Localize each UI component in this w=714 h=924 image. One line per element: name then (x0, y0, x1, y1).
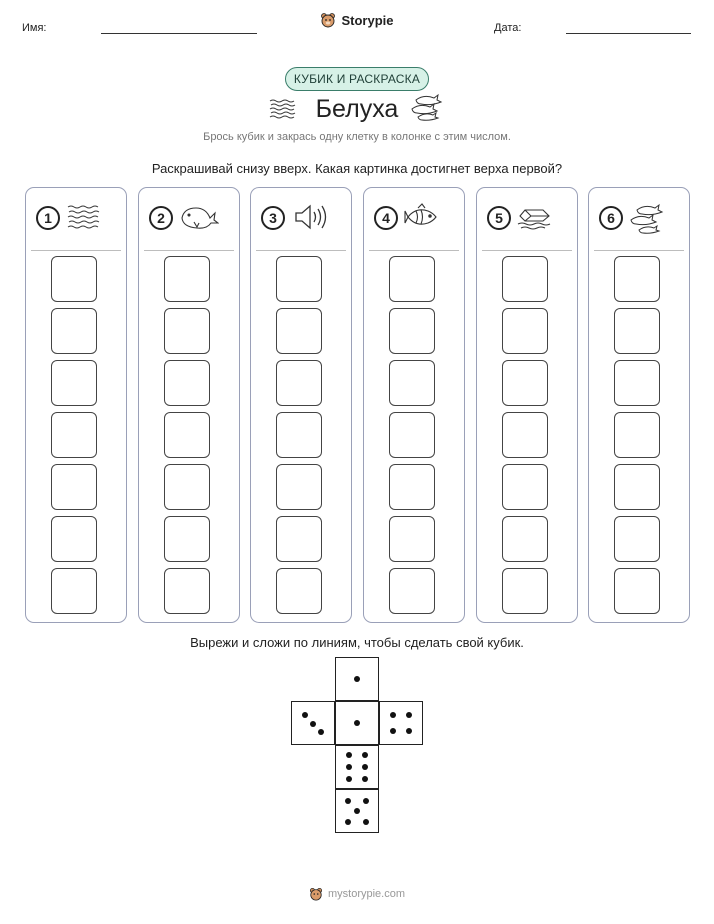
column-number: 1 (36, 206, 60, 230)
column-divider (594, 250, 684, 251)
coloring-cell[interactable] (502, 568, 548, 614)
column-header (477, 188, 577, 250)
coloring-cells (389, 256, 435, 620)
beluga-pod-icon (410, 92, 446, 122)
arctic-water-icon (66, 202, 106, 234)
column-header (139, 188, 239, 250)
coloring-cell[interactable] (389, 412, 435, 458)
coloring-cell[interactable] (164, 256, 210, 302)
coloring-cell[interactable] (51, 412, 97, 458)
die-pip (345, 798, 351, 804)
beluga-pod-icon (629, 202, 669, 234)
coloring-cell[interactable] (276, 568, 322, 614)
die-pip (345, 819, 351, 825)
coloring-cell[interactable] (164, 308, 210, 354)
die-pip (362, 752, 368, 758)
coloring-cell[interactable] (164, 568, 210, 614)
die-pip (354, 720, 360, 726)
instruction-text: Раскрашивай снизу вверх. Какая картинка достигнет верха первой? (151, 161, 563, 176)
column-divider (144, 250, 234, 251)
die-face-below (335, 745, 379, 789)
column-1 (25, 187, 127, 623)
coloring-cell[interactable] (389, 360, 435, 406)
column-number: 5 (487, 206, 511, 230)
coloring-cell[interactable] (276, 464, 322, 510)
die-pip (318, 729, 324, 735)
ice-floe-icon (517, 202, 557, 234)
coloring-cell[interactable] (614, 568, 660, 614)
coloring-cell[interactable] (389, 516, 435, 562)
die-pip (346, 752, 352, 758)
coloring-cell[interactable] (614, 516, 660, 562)
coloring-cell[interactable] (502, 516, 548, 562)
column-2 (138, 187, 240, 623)
die-pip (362, 776, 368, 782)
die-pip (346, 764, 352, 770)
column-header (364, 188, 464, 250)
column-3 (250, 187, 352, 623)
column-divider (31, 250, 121, 251)
die-face-left (291, 701, 335, 745)
die-pip (354, 676, 360, 682)
die-pip (406, 728, 412, 734)
coloring-cells (502, 256, 548, 620)
column-5 (476, 187, 578, 623)
die-pip (346, 776, 352, 782)
column-divider (482, 250, 572, 251)
name-line (101, 33, 257, 34)
coloring-cell[interactable] (389, 464, 435, 510)
page-title: Белуха (315, 95, 399, 123)
column-header (251, 188, 351, 250)
die-pip (363, 819, 369, 825)
category-badge: КУБИК И РАСКРАСКА (285, 67, 429, 91)
coloring-cells (164, 256, 210, 620)
die-pip (310, 721, 316, 727)
column-number: 4 (374, 206, 398, 230)
coloring-cell[interactable] (614, 256, 660, 302)
coloring-cell[interactable] (614, 360, 660, 406)
column-number: 2 (149, 206, 173, 230)
coloring-cell[interactable] (164, 360, 210, 406)
coloring-cell[interactable] (276, 516, 322, 562)
die-face-center (335, 701, 379, 745)
die-pip (390, 728, 396, 734)
date-line (566, 33, 691, 34)
column-header (26, 188, 126, 250)
coloring-cell[interactable] (502, 360, 548, 406)
die-pip (406, 712, 412, 718)
coloring-cell[interactable] (164, 412, 210, 458)
column-number: 6 (599, 206, 623, 230)
coloring-cell[interactable] (502, 256, 548, 302)
date-label: Дата: (494, 22, 522, 34)
die-face-right (379, 701, 423, 745)
subtitle: Брось кубик и закрась одну клетку в колонке с этим числом. (203, 131, 511, 143)
footer-url: mystorypie.com (327, 888, 406, 900)
brand-name: Storypie (341, 12, 394, 28)
column-divider (256, 250, 346, 251)
coloring-cell[interactable] (389, 256, 435, 302)
die-pip (363, 798, 369, 804)
sound-icon (291, 202, 331, 234)
die-face-bottom (335, 789, 379, 833)
cut-instruction-text: Вырежи и сложи по линиям, чтобы сделать свой кубик. (190, 635, 524, 650)
coloring-cell[interactable] (276, 256, 322, 302)
coloring-cell[interactable] (51, 256, 97, 302)
die-pip (390, 712, 396, 718)
column-6 (588, 187, 690, 623)
coloring-cell[interactable] (51, 568, 97, 614)
bear-icon (320, 12, 336, 28)
fish-icon (404, 202, 444, 234)
coloring-cell[interactable] (51, 464, 97, 510)
coloring-cell[interactable] (614, 464, 660, 510)
coloring-cell[interactable] (276, 308, 322, 354)
name-label: Имя: (22, 22, 47, 34)
coloring-cells (614, 256, 660, 620)
column-4 (363, 187, 465, 623)
coloring-cells (276, 256, 322, 620)
footer (0, 887, 714, 901)
coloring-cell[interactable] (614, 412, 660, 458)
column-header (589, 188, 689, 250)
coloring-cell[interactable] (51, 516, 97, 562)
coloring-cell[interactable] (164, 464, 210, 510)
coloring-cell[interactable] (51, 360, 97, 406)
bear-icon (309, 887, 323, 901)
brand-logo (0, 12, 714, 28)
die-pip (362, 764, 368, 770)
coloring-cell[interactable] (614, 308, 660, 354)
coloring-cell[interactable] (276, 412, 322, 458)
die-pip (354, 808, 360, 814)
coloring-cell[interactable] (389, 568, 435, 614)
coloring-cell[interactable] (502, 464, 548, 510)
column-number: 3 (261, 206, 285, 230)
coloring-cell[interactable] (502, 412, 548, 458)
coloring-cell[interactable] (502, 308, 548, 354)
beluga-icon (179, 202, 219, 234)
coloring-cell[interactable] (51, 308, 97, 354)
column-divider (369, 250, 459, 251)
die-pip (302, 712, 308, 718)
coloring-cell[interactable] (164, 516, 210, 562)
coloring-cells (51, 256, 97, 620)
die-face-top (335, 657, 379, 701)
coloring-cell[interactable] (276, 360, 322, 406)
coloring-cell[interactable] (389, 308, 435, 354)
